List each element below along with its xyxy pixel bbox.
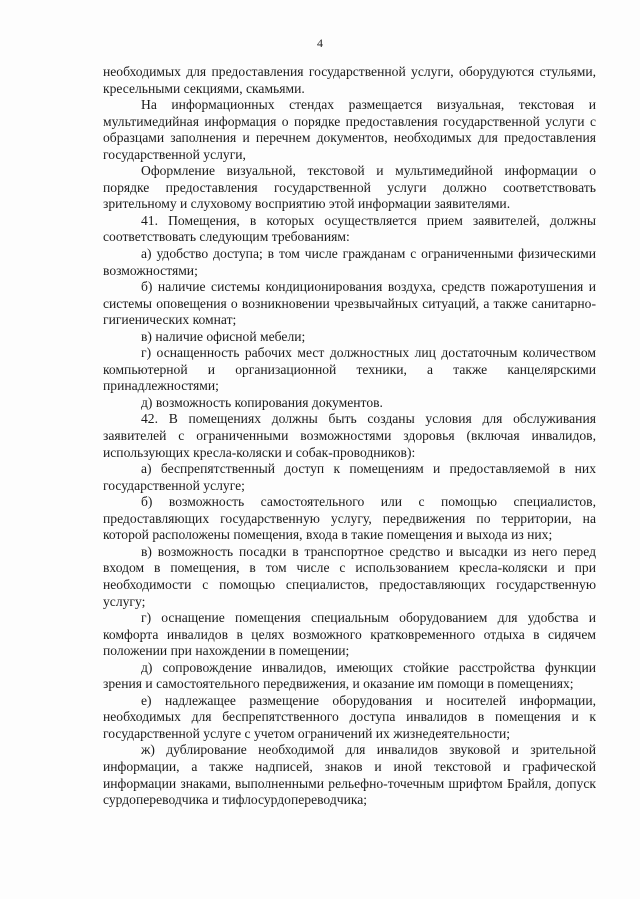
list-item-42-v: в) возможность посадки в транспортное средство и высадки из него перед входом в помещения, в том числе с использованием кресла-коляски и при необходимости с помощью специалистов, предоставляющих государственную услугу; — [103, 543, 596, 609]
paragraph-info-stands: На информационных стендах размещается визуальная, текстовая и мультимедийная информация о порядке предоставления государственной услуги с образцами заполнения и перечнем документов, необходимых для предоставления государственной услуги, — [103, 97, 596, 162]
list-item-41-b: б) наличие системы кондиционирования воздуха, средств пожаротушения и системы оповещения о возникновении чрезвычайных ситуаций, а также санитарно-гигиенических комнат; — [103, 279, 596, 328]
paragraph-info-design: Оформление визуальной, текстовой и мультимедийной информации о порядке предоставления государственной услуги должно соответствовать зрительному и слуховому восприятию этой информации заявителями. — [103, 163, 596, 212]
paragraph-42: 42. В помещениях должны быть созданы условия для обслуживания заявителей с ограниченными возможностями здоровья (включая инвалидов, использующих кресла-коляски и собак-проводников): — [103, 411, 596, 460]
list-item-41-d: д) возможность копирования документов. — [141, 394, 383, 410]
list-item-41-a: а) удобство доступа; в том числе гражданам с ограниченными физическими возможностями; — [103, 246, 596, 278]
list-item-42-b: б) возможность самостоятельного или с помощью специалистов, предоставляющих государственную услугу, передвижения по территории, на которой расположены помещения, входа в такие помещения и выхода из них; — [103, 494, 596, 543]
list-item-41-g: г) оснащенность рабочих мест должностных лиц достаточным количеством компьютерной и организационной техники, а также канцелярскими принадлежностями; — [103, 345, 596, 394]
list-item-41-v: в) наличие офисной мебели; — [141, 328, 306, 344]
list-item-42-e: е) надлежащее размещение оборудования и носителей информации, необходимых для беспрепятственного доступа инвалидов в помещения и к государственной услуге с учетом ограничений их жизнедеятельности; — [103, 692, 596, 741]
list-item-42-g: г) оснащение помещения специальным оборудованием для удобства и комфорта инвалидов в целях возможного кратковременного отдыха в сидячем положении при нахождении в помещении; — [103, 610, 596, 659]
page-number: 4 — [317, 36, 323, 50]
list-item-42-a: а) беспрепятственный доступ к помещениям и предоставляемой в них государственной услуге; — [103, 461, 596, 493]
list-item-42-zh: ж) дублирование необходимой для инвалидов звуковой и зрительной информации, а также надписей, знаков и иной текстовой и графической информации знаками, выполненными рельефно-точечным шрифтом Брайля, допуск сурдопереводчика и тифлосурдопереводчика; — [103, 742, 596, 808]
list-item-42-d: д) сопровождение инвалидов, имеющих стойкие расстройства функции зрения и самостоятельного передвижения, и оказание им помощи в помещениях; — [103, 659, 596, 692]
paragraph-41: 41. Помещения, в которых осуществляется прием заявителей, должны соответствовать следующим требованиям: — [103, 212, 596, 245]
document-body — [103, 64, 596, 809]
paragraph-continuation: необходимых для предоставления государственной услуги, оборудуются стульями, кресельными секциями, скамьями. — [103, 64, 596, 96]
